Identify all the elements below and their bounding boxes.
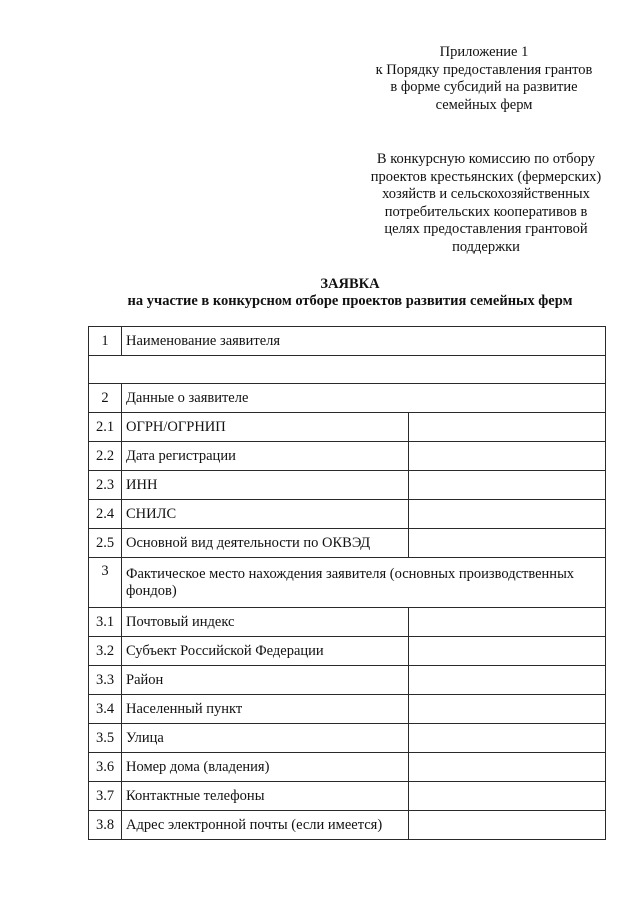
registration-date-field[interactable] — [409, 442, 606, 471]
row-label: СНИЛС — [122, 500, 409, 529]
row-label: Субъект Российской Федерации — [122, 637, 409, 666]
okved-value-field[interactable] — [409, 529, 606, 558]
locality-field[interactable] — [409, 695, 606, 724]
form-row-3-2 — [89, 637, 606, 666]
row-label: ИНН — [122, 471, 409, 500]
row-number: 3.7 — [89, 782, 122, 811]
form-row-2-5 — [89, 529, 606, 558]
row-label: Фактическое место нахождения заявителя (основных производственных фондов) — [122, 558, 606, 608]
addressee-line: целях предоставления грантовой — [384, 221, 588, 237]
row-number: 3.2 — [89, 637, 122, 666]
form-row-2 — [89, 384, 606, 413]
addressee-line: потребительских кооперативов в — [384, 203, 588, 220]
form-row-3-1 — [89, 608, 606, 637]
document-heading — [80, 276, 620, 310]
row-label: Населенный пункт — [122, 695, 409, 724]
row-number: 3.6 — [89, 753, 122, 782]
ogrn-value-field[interactable] — [409, 413, 606, 442]
applicant-name-value[interactable] — [89, 356, 606, 384]
postal-code-field[interactable] — [409, 608, 606, 637]
federal-subject-field[interactable] — [409, 637, 606, 666]
row-label: Номер дома (владения) — [122, 753, 409, 782]
row-number: 3.4 — [89, 695, 122, 724]
email-field[interactable] — [409, 811, 606, 840]
row-number: 2.5 — [89, 529, 122, 558]
row-label: ОГРН/ОГРНИП — [122, 413, 409, 442]
appendix-note — [352, 44, 616, 114]
row-number: 1 — [89, 327, 122, 356]
form-row-3-3 — [89, 666, 606, 695]
addressee-block — [350, 151, 622, 256]
snils-value-field[interactable] — [409, 500, 606, 529]
inn-value-field[interactable] — [409, 471, 606, 500]
row-number: 3.3 — [89, 666, 122, 695]
form-row-3-7 — [89, 782, 606, 811]
row-number: 3.8 — [89, 811, 122, 840]
document-title: ЗАЯВКА — [320, 276, 380, 292]
row-number: 2.4 — [89, 500, 122, 529]
form-row-2-1 — [89, 413, 606, 442]
street-field[interactable] — [409, 724, 606, 753]
row-label: Данные о заявителе — [122, 384, 606, 413]
form-row-2-3 — [89, 471, 606, 500]
row-number: 2.1 — [89, 413, 122, 442]
row-label: Основной вид деятельности по ОКВЭД — [122, 529, 409, 558]
form-row-2-4 — [89, 500, 606, 529]
form-row-3-5 — [89, 724, 606, 753]
row-number: 3.1 — [89, 608, 122, 637]
contact-phones-field[interactable] — [409, 782, 606, 811]
house-number-field[interactable] — [409, 753, 606, 782]
document-subtitle: на участие в конкурсном отборе проектов развития семейных ферм — [127, 293, 573, 309]
addressee-line: хозяйств и сельскохозяйственных — [382, 186, 590, 202]
form-row-1 — [89, 327, 606, 356]
district-field[interactable] — [409, 666, 606, 695]
row-number: 3 — [89, 558, 122, 608]
addressee-line: В конкурсную комиссию по отбору — [376, 151, 596, 167]
row-number: 2.3 — [89, 471, 122, 500]
row-label: Улица — [122, 724, 409, 753]
row-number: 3.5 — [89, 724, 122, 753]
row-label: Наименование заявителя — [122, 327, 606, 356]
appendix-line: к Порядку предоставления грантов — [375, 61, 593, 78]
addressee-line: проектов крестьянских (фермерских) — [370, 168, 602, 185]
row-number: 2.2 — [89, 442, 122, 471]
row-label: Район — [122, 666, 409, 695]
appendix-line: семейных ферм — [435, 96, 533, 113]
row-number: 2 — [89, 384, 122, 413]
row-label: Контактные телефоны — [122, 782, 409, 811]
form-row-3-8 — [89, 811, 606, 840]
applicant-name-field[interactable] — [89, 356, 606, 384]
appendix-line: в форме субсидий на развитие — [390, 79, 578, 95]
form-row-2-2 — [89, 442, 606, 471]
appendix-line: Приложение 1 — [439, 44, 529, 60]
addressee-line: поддержки — [452, 238, 520, 255]
application-form-table — [88, 326, 606, 840]
form-row-3-6 — [89, 753, 606, 782]
form-row-3 — [89, 558, 606, 608]
form-row-3-4 — [89, 695, 606, 724]
row-label: Адрес электронной почты (если имеется) — [122, 811, 409, 840]
row-label: Дата регистрации — [122, 442, 409, 471]
row-label: Почтовый индекс — [122, 608, 409, 637]
